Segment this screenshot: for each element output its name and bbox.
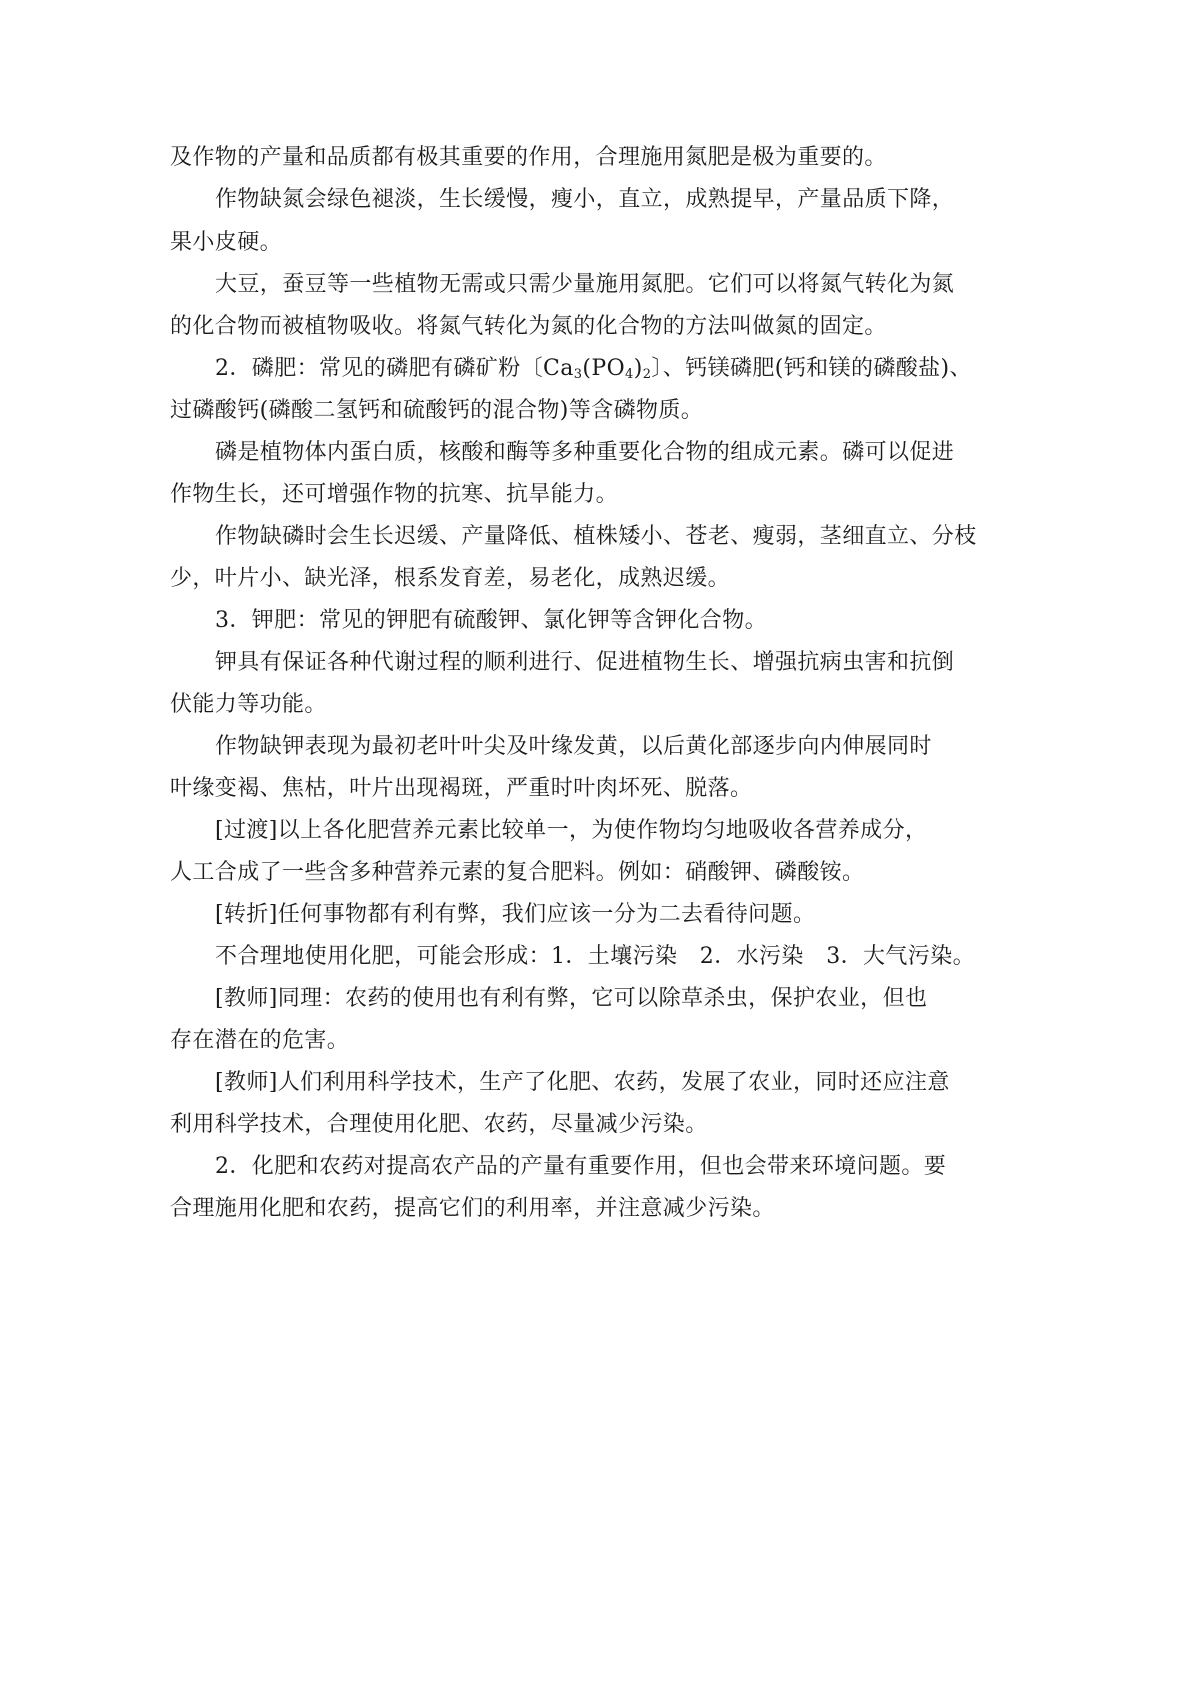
text-line: 作物缺磷时会生长迟缓、产量降低、植株矮小、苍老、瘦弱，茎细直立、分枝 bbox=[215, 524, 977, 549]
subscript: 3 bbox=[573, 367, 583, 382]
text-line: 的化合物而被植物吸收。将氮气转化为氮的化合物的方法叫做氮的固定。 bbox=[170, 314, 887, 339]
text-line: 不合理地使用化肥，可能会形成：1．土壤污染 2．水污染 3．大气污染。 bbox=[215, 944, 975, 969]
text-segment: ) bbox=[633, 356, 643, 381]
text-line: 利用科学技术，合理使用化肥、农药，尽量减少污染。 bbox=[170, 1112, 708, 1137]
text-line: 及作物的产量和品质都有极其重要的作用，合理施用氮肥是极为重要的。 bbox=[170, 145, 887, 170]
text-line: 叶缘变褐、焦枯，叶片出现褐斑，严重时叶肉坏死、脱落。 bbox=[170, 776, 753, 801]
text-segment: (PO bbox=[582, 356, 626, 381]
text-line: 存在潜在的危害。 bbox=[170, 1028, 350, 1053]
text-line: [过渡]以上各化肥营养元素比较单一，为使作物均匀地吸收各营养成分， bbox=[215, 818, 928, 843]
text-line: 2．化肥和农药对提高农产品的产量有重要作用，但也会带来环境问题。要 bbox=[215, 1154, 947, 1179]
text-line: 少，叶片小、缺光泽，根系发育差，易老化，成熟迟缓。 bbox=[170, 566, 731, 591]
text-line: 伏能力等功能。 bbox=[170, 692, 327, 717]
text-line: [教师]人们利用科学技术，生产了化肥、农药，发展了农业，同时还应注意 bbox=[215, 1070, 950, 1095]
text-line: 过磷酸钙(磷酸二氢钙和硫酸钙的混合物)等含磷物质。 bbox=[170, 398, 704, 423]
subscript: 4 bbox=[625, 367, 634, 382]
text-line: [转折]任何事物都有利有弊，我们应该一分为二去看待问题。 bbox=[215, 902, 816, 927]
text-line: 合理施用化肥和农药，提高它们的利用率，并注意减少污染。 bbox=[170, 1196, 775, 1221]
text-line: 果小皮硬。 bbox=[170, 230, 283, 255]
text-line: 磷是植物体内蛋白质，核酸和酶等多种重要化合物的组成元素。磷可以促进 bbox=[215, 440, 955, 465]
text-line: 3．钾肥：常见的钾肥有硫酸钾、氯化钾等含钾化合物。 bbox=[215, 608, 767, 633]
subscript: 2 bbox=[642, 367, 652, 382]
text-line: [教师]同理：农药的使用也有利有弊，它可以除草杀虫，保护农业，但也 bbox=[215, 986, 928, 1011]
text-line: 钾具有保证各种代谢过程的顺利进行、促进植物生长、增强抗病虫害和抗倒 bbox=[215, 650, 955, 675]
text-line: 大豆，蚕豆等一些植物无需或只需少量施用氮肥。它们可以将氮气转化为氮 bbox=[215, 272, 955, 297]
text-line: 作物缺氮会绿色褪淡，生长缓慢，瘦小，直立，成熟提早，产量品质下降， bbox=[215, 187, 955, 212]
text-line: 作物缺钾表现为最初老叶叶尖及叶缘发黄，以后黄化部逐步向内伸展同时 bbox=[215, 734, 932, 759]
text-line: 作物生长，还可增强作物的抗寒、抗旱能力。 bbox=[170, 482, 619, 507]
text-segment: 〕、钙镁磷肥(钙和镁的磷酸盐)、 bbox=[651, 356, 972, 381]
text-line-phosphate bbox=[215, 354, 972, 390]
text-segment: 2．磷肥：常见的磷肥有磷矿粉〔Ca bbox=[215, 356, 574, 381]
text-line: 人工合成了一些含多种营养元素的复合肥料。例如：硝酸钾、磷酸铵。 bbox=[170, 860, 865, 885]
